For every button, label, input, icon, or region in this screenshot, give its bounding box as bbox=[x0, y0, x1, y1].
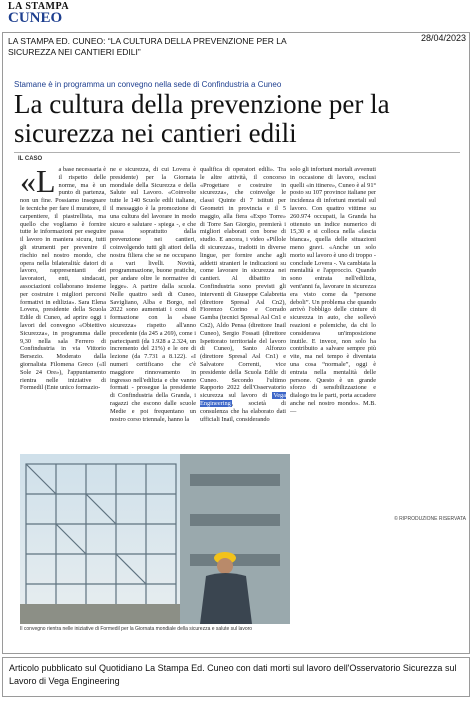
column-4-text: solo gli infortuni mortali avvenuti in occasione di lavoro, esclusi quelli «in itinere», Cuneo è al 91° posto su 107 province italiane per incidenza di infortuni mortali sul lavoro. Con quattro vittime su 260.974 occupati, la Granda ha ottenuto un indice numerico di 15,30 e si colloca nella «fascia bianca», quella delle situazioni meno gravi. «Anche un solo morto sul lavoro è uno di troppo - conclude Lovera -. Va cambiata la mentalità e l'approccio. Quando sono entrata nell'edilizia, vent'anni fa, lavorare in sicurezza era visto come da “persone deboli”. Un problema che quando arrivò l'obbligo delle cinture di sicurezza in auto, che sollevò reazioni e polemiche, da chi lo considerava un'imposizione inutile. E invece, non solo ha contribuito a salvare sempre più vite, ma nel tempo è diventata una cosa “normale”, oggi è entrata nella mentalità delle persone. Questo è un grande sforzo di sensibilizzazione e dialogo tra le parti, porta accadere anche nel nostro mondo». M.B. — bbox=[290, 166, 376, 415]
column-3-text: qualifica di operatori edili». Tra le altre attività, il concorso «Progettare e costruire in sicurezza», che coinvolge le classi Quinte di 7 istituti per Geometri in provincia e il 5 maggio, alla fiera «Expo Torre» di Torre San Giorgio, premierà i migliori elaborati con borse di studio. E ancora, i video «Pillole di sicurezza», tradotti in diverse lingue, per fornire anche agli addetti stranieri le indicazioni su come lavorare in sicurezza nei cantieri. Al dibattito in Confindustria sono previsti gli interventi di Giuseppe Calabretta (direttore Spresal Asl Cn2), Fiorenzo Corino e Corrado Gamba (tecnici Spresal Asl Cn1 e Cn2), Aldo Pensa (direttore Inail Cuneo), Sergio Fossati (direttore Ispettorato territoriale del lavoro di Cuneo), Santo Alfonzo (direttore Spresal Asl Cn1) e Salvatore Correnti, vice presidente della Scuola Edile di Cuneo. Secondo l'ultimo Rapporto 2022 dell'Osservatorio sicurezza sul lavoro di bbox=[200, 166, 286, 400]
article-kicker: Stamane è in programma un convegno nella sede di Confindustria a Cuneo bbox=[14, 80, 282, 89]
construction-site-photo bbox=[20, 454, 290, 624]
photo-illustration bbox=[20, 454, 290, 624]
section-label: IL CASO bbox=[18, 156, 43, 162]
masthead-line1: LA STAMPA bbox=[8, 1, 70, 12]
column-3-text-after: , società di consulenza che ha elaborato dati ufficiali Inail, considerando bbox=[200, 399, 286, 423]
article-column-1 bbox=[20, 166, 106, 446]
column-2-text: ne e sicurezza, di cui Lovera è presidente) per la Giornata mondiale della Sicurezza e della Salute sul Lavoro. «Coinvolte tutte le 140 Scuole edili italiane, il messaggio è la promozione di una cultura del lavorare in modo sicuro e salutare - spiega -, e che passa soprattutto dalla prevenzione nei cantieri, coinvolgendo tutti gli attori della nostra filiera che se ne occupano a vari livelli. Novità, programmazione, buone pratiche, per andare oltre le normative di legge». A partire dalla scuola. Nelle quattro sedi di Cuneo, Savigliano, Alba e Borgo, nel 2022 sono aumentati i corsi di formazione con la «base sicurezza» rispetto all'anno precedente (da 245 a 269), come i partecipanti (da 1.928 a 2.324, un incremento del 21%) e le ore di lezione (da 7.731 a 8.122). «I numeri certificano che c'è maggiore rinnovamento in ingresso nell'edilizia e che vanno formati - prosegue la presidente di Confindustria della Granda, i ragazzi che escono dalle scuole Medie e poi frequentano un nostro corso triennale, hanno la bbox=[110, 166, 196, 423]
headline-rule bbox=[14, 152, 460, 153]
drop-cap: «L bbox=[20, 166, 56, 199]
publication-date: 28/04/2023 bbox=[420, 33, 466, 43]
copyright-notice: © RIPRODUZIONE RISERVATA bbox=[394, 516, 466, 522]
article-column-2 bbox=[110, 166, 196, 424]
article-column-4 bbox=[290, 166, 376, 511]
newspaper-masthead bbox=[8, 2, 69, 26]
highlighted-vega-engineering: Vega Engineering bbox=[200, 392, 286, 407]
footer-note: Articolo pubblicato sul Quotidiano La Stampa Ed. Cuneo con dati morti sul lavoro dell'Osservatorio Sicurezza sul Lavoro di Vega Engineering bbox=[2, 657, 470, 697]
article-headline: La cultura della prevenzione per la sicurezza nei cantieri edili bbox=[14, 89, 390, 148]
edition-title: LA STAMPA ED. CUNEO: “LA CULTURA DELLA PREVENZIONE PER LA SICUREZZA NEI CANTIERI EDILI” bbox=[8, 36, 287, 57]
photo-caption: Il convegno rientra nelle iniziative di Formedil per la Giornata mondiale della sicurezza e salute sul lavoro bbox=[20, 626, 253, 632]
article-column-3 bbox=[200, 166, 286, 424]
masthead-line2: CUNEO bbox=[8, 10, 63, 26]
column-1-text: a base necessaria è il rispetto delle norme, ma è un punto di partenza, non un fine. Possiamo insegnare le tecniche per fare il muratore, il carpentiere, il piastrellista, ma quello che vogliamo è fornire tutte le informazioni per eseguire il lavoro in maniera sicura, tutti gli strumenti per prevenire il rischio nel nostro mondo, che opera nella bilateralità: datori di lavoro, rappresentanti dei lavoratori, enti, sindacati, associazioni collaborano insieme per costruire i migliori percorsi formativi in edilizia». Sara Elena Lovera, presidente della Scuola Edile di Cuneo, ad aprire oggi i lavori del convegno «Obiettivo Sicurezza», in programma dalle 9,30 nella sala Ferrero di Confindustria in via Vittorio Bersezio. Moderato dalla giornalista Filomena Greco («Il Sole 24 Ore»), l'appuntamento rientra nelle iniziative di Formedil (Ente unico formazio- bbox=[20, 166, 106, 392]
